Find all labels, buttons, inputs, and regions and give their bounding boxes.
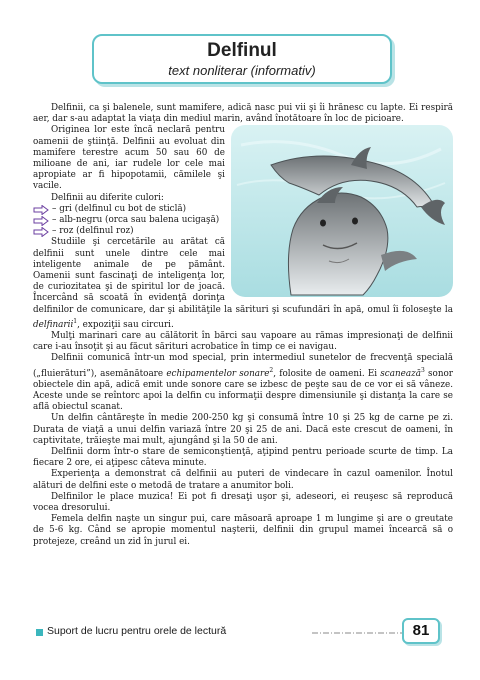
color-list-item (33, 215, 225, 226)
paragraph-6-text: Delfinii comunică într-un mod special, prin intermediul sunetelor de frecvenţă specială („fluierături”), asemănătoare (33, 353, 453, 379)
footnote-ref-1: 1 (73, 317, 78, 325)
term-delfinarii: delfinarii (33, 319, 74, 330)
paragraph-3: Delfinii au diferite culori: (51, 192, 164, 203)
paragraph-1: Delfinii, ca şi balenele, sunt mamifere, adică nasc pui vii şi îi hrănesc cu lapte. Ei respiră aer, dar s-au adaptat la viaţa din mediul marin, având înotătoare în loc de picioare. (33, 103, 453, 125)
color-black-white: – alb-negru (orca sau balena ucigaşă) (52, 215, 220, 226)
paragraph-2: Originea lor este încă neclară pentru oamenii de ştiinţă. Delfinii au evoluat din mamifere terestre acum 50 sau 60 de milioane de ani, iar rudele lor cele mai apropiate ar fi hipopotamii, cămilele şi vacile. (33, 125, 225, 192)
title-box (92, 34, 392, 84)
paragraph-8: Delfinii dorm într-o stare de semiconştienţă, aţipind pentru perioade scurte de timp. La fiecare 2 ore, ei aţipesc câteva minute. (33, 446, 453, 469)
color-grey: – gri (delfinul cu bot de sticlă) (52, 203, 187, 214)
article-body (33, 103, 453, 548)
paragraph-10: Delfinilor le place muzica! Ei pot fi dresaţi uşor şi, adeseori, ei reuşesc să reproducă vocea dresorului. (33, 491, 453, 513)
page-title: Delfinul (207, 40, 277, 61)
page-footer (36, 622, 446, 644)
page-number: 81 (402, 618, 440, 644)
color-pink: – roz (delfinul roz) (52, 226, 134, 237)
arrow-right-icon (33, 216, 49, 226)
paragraph-6-mid: , folosite de oameni. Ei (273, 368, 381, 379)
dolphins-image (231, 125, 453, 297)
paragraph-6-end: sonor obiectele din apă, adică emit unde sonore care se izbesc de peşte sau de ce vor ei să vâneze. Aceste unde se reîntorc apoi la delfin cu informaţii despre dimensiunile şi distanţa la care se află obiectul scanat. (33, 368, 453, 413)
dolphins-illustration (231, 125, 453, 297)
paragraph-7: Un delfin cântăreşte în medie 200-250 kg şi consumă între 10 şi 25 kg de carne pe zi. Durata de viaţă a unui delfin variază între 20 şi 25 de ani. Dacă este crescut de oameni, în captivitate, trăieşte mai mult, ajungând şi la 50 de ani. (33, 413, 453, 446)
arrow-right-icon (33, 205, 49, 215)
footer-text: Suport de lucru pentru orele de lectură (47, 625, 227, 637)
paragraph-5: Mulţi marinari care au călătorit în bărci sau vapoare au rămas impresionaţi de delfinii care i-au însoţit şi au făcut sărituri acrobatice în timp ce ei navigau. (33, 330, 453, 353)
paragraph-4-text: Studiile şi cercetările au arătat că delfinii sunt unele dintre cele mai inteligente animale de pe pământ. Oamenii sunt fascinaţi de inteligenţa lor, de curiozitatea şi de spiritul lor de joacă. Încercând să scoată în evidenţă dorinţa delfinilor de comunicare, dar şi abilităţile la sărituri şi scufundări în apă, omul îi foloseşte la (33, 237, 453, 315)
color-list-item (33, 226, 225, 237)
paragraph-11: Femela delfin naşte un singur pui, care măsoară aproape 1 m lungime şi are o greutate de 5-6 kg. Când se apropie momentul naşterii, delfinii din grupul mamei încearcă să o protejeze, creând un zid în jurul ei. (33, 514, 453, 547)
footnote-ref-3: 3 (420, 366, 425, 374)
footnote-ref-2: 2 (269, 366, 274, 374)
term-echipamente-sonare: echipamentelor sonare (166, 368, 270, 379)
paragraph-4-end: , expoziţii sau circuri. (77, 319, 174, 330)
square-bullet-icon (36, 629, 43, 636)
paragraph-6 (33, 353, 453, 413)
page-subtitle: text nonliterar (informativ) (168, 63, 316, 78)
arrow-right-icon (33, 227, 49, 237)
term-scaneaza: scanează (380, 368, 421, 379)
paragraph-9: Experienţa a demonstrat că delfinii au puteri de vindecare în cazul oamenilor. Înotul alături de delfini este o metodă de tratare a anumitor boli. (33, 469, 453, 491)
color-list-item (33, 204, 225, 215)
